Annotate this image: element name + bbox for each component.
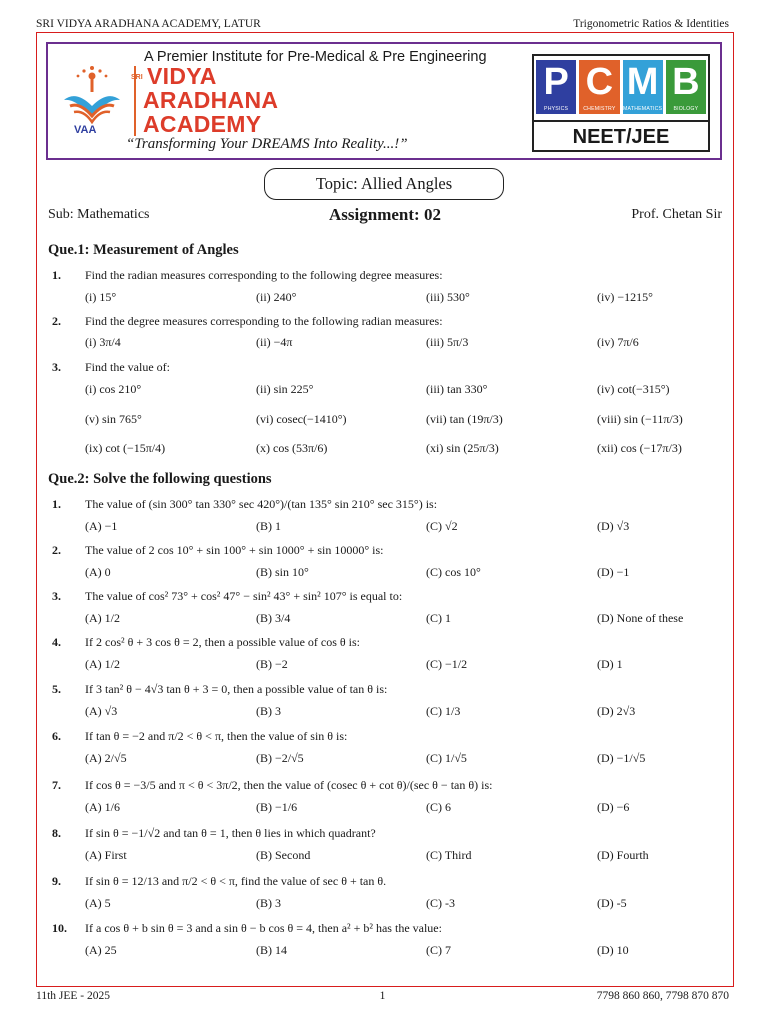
option: (xii) cos (−17π/3) [597,441,682,455]
academy-logo-icon [56,62,128,142]
pcmb-subject: MATHEMATICS [623,106,663,112]
option: (B) 3 [256,704,281,718]
option: (A) 1/2 [85,611,120,625]
pcmb-subject: CHEMISTRY [579,104,619,114]
pcmb-cell [579,60,619,118]
option: (iii) 530° [426,290,470,304]
pcmb-cell [623,60,663,118]
assignment-title: Assignment: 02 [329,205,441,224]
topic-title: Topic: Allied Angles [264,168,504,200]
option: (D) 1 [597,657,623,671]
question-text: Find the radian measures corresponding to the following degree measures: [85,268,443,282]
option: (B) −1/6 [256,800,298,814]
option: (C) −1/2 [426,657,468,671]
option: (D) −1/√5 [597,751,646,765]
option: (i) 15° [85,290,117,304]
question-number: 6. [52,729,61,743]
question-text: If cos θ = −3/5 and π < θ < 3π/2, then the value of (cosec θ + cot θ)/(sec θ − tan θ) is: [85,778,493,792]
option: (vii) tan (19π/3) [426,412,503,426]
pcmb-row [536,60,706,118]
assignment-info [48,205,722,227]
institute-header: SRI VIDYA ARADHANA ACADEMY, LATUR [36,18,261,30]
option: (i) 3π/4 [85,335,121,349]
institute-banner [46,42,722,160]
sri-label: SRI [131,74,143,81]
option: (C) √2 [426,519,458,533]
option: (C) 6 [426,800,451,814]
question-text: Find the degree measures corresponding to the following radian measures: [85,314,443,328]
institute-name-line2: ARADHANA [143,87,279,113]
page-footer [36,990,729,1006]
option: (B) 3 [256,896,281,910]
pcmb-subject: PHYSICS [536,104,576,114]
question-text: If sin θ = −1/√2 and tan θ = 1, then θ lies in which quadrant? [85,826,376,840]
pcmb-letter: C [579,60,619,104]
pcmb-letter: B [666,60,706,104]
question-number: 10. [52,921,67,935]
question-text: The value of cos² 73° + cos² 47° − sin² 43° + sin² 107° is equal to: [85,589,403,603]
option: (C) -3 [426,896,455,910]
option: (A) √3 [85,704,118,718]
question-number: 2. [52,314,61,328]
pcmb-divider [534,120,708,122]
institute-name [143,64,278,136]
question-text: The value of 2 cos 10° + sin 100° + sin 1000° + sin 10000° is: [85,543,384,557]
option: (ii) 240° [256,290,297,304]
question-number: 5. [52,682,61,696]
teacher-name: Prof. Chetan Sir [631,207,722,222]
question-number: 3. [52,589,61,603]
question-text: If sin θ = 12/13 and π/2 < θ < π, find the value of sec θ + tan θ. [85,874,387,888]
option: (ii) −4π [256,335,293,349]
option: (B) sin 10° [256,565,309,579]
subject-label: Sub: Mathematics [48,207,150,222]
option: (D) 2√3 [597,704,636,718]
institute-name-line1: VIDYA [147,63,217,89]
option: (B) 1 [256,519,281,533]
question-number: 2. [52,543,61,557]
banner-tagline: A Premier Institute for Pre-Medical & Pre Engineering [144,49,487,65]
option: (D) None of these [597,611,684,625]
footer-class-label: 11th JEE - 2025 [36,990,110,1002]
option: (D) −1 [597,565,630,579]
institute-name-line3: ACADEMY [143,111,262,137]
option: (A) 1/6 [85,800,120,814]
chapter-header: Trigonometric Ratios & Identities [573,18,729,30]
section-que1-title: Que.1: Measurement of Angles [48,242,239,258]
option: (B) Second [256,848,311,862]
question-number: 1. [52,497,61,511]
option: (iv) cot(−315°) [597,382,670,396]
option: (D) Fourth [597,848,649,862]
option: (A) 0 [85,565,111,579]
option: (D) 10 [597,943,629,957]
option: (B) 14 [256,943,287,957]
option: (A) 1/2 [85,657,120,671]
option: (D) -5 [597,896,627,910]
question-text: If 3 tan² θ − 4√3 tan θ + 3 = 0, then a possible value of tan θ is: [85,682,388,696]
option: (x) cos (53π/6) [256,441,328,455]
page-number: 1 [379,990,386,1002]
pcmb-letter: M [623,60,663,104]
question-text: If a cos θ + b sin θ = 3 and a sin θ − b cos θ = 4, then a² + b² has the value: [85,921,442,935]
footer-contact: 7798 860 860, 7798 870 870 [596,990,729,1002]
section-que2-title: Que.2: Solve the following questions [48,471,272,487]
question-number: 7. [52,778,61,792]
option: (A) −1 [85,519,118,533]
option: (C) 1/3 [426,704,461,718]
pcmb-logo [532,54,710,152]
pcmb-cell [666,60,706,118]
option: (xi) sin (25π/3) [426,441,499,455]
banner-slogan: “Transforming Your DREAMS Into Reality...!” [126,136,408,152]
pcmb-subject: BIOLOGY [666,104,706,114]
option: (iv) −1215° [597,290,653,304]
option: (B) 3/4 [256,611,291,625]
question-text: The value of (sin 300° tan 330° sec 420°)/(tan 135° sin 210° sec 315°) is: [85,497,438,511]
question-number: 1. [52,268,61,282]
option: (A) 5 [85,896,111,910]
option: (B) −2 [256,657,288,671]
option: (A) 25 [85,943,117,957]
option: (i) cos 210° [85,382,142,396]
question-number: 4. [52,635,61,649]
option: (C) 7 [426,943,451,957]
option: (viii) sin (−11π/3) [597,412,683,426]
option: (B) −2/√5 [256,751,304,765]
option: (C) cos 10° [426,565,481,579]
option: (A) First [85,848,127,862]
option: (ii) sin 225° [256,382,314,396]
option: (C) 1/√5 [426,751,467,765]
option: (vi) cosec(−1410°) [256,412,347,426]
option: (C) 1 [426,611,451,625]
question-number: 9. [52,874,61,888]
question-number: 8. [52,826,61,840]
option: (v) sin 765° [85,412,142,426]
option: (C) Third [426,848,472,862]
question-text: If 2 cos² θ + 3 cos θ = 2, then a possible value of cos θ is: [85,635,360,649]
option: (ix) cot (−15π/4) [85,441,166,455]
question-text: Find the value of: [85,360,170,374]
option: (A) 2/√5 [85,751,127,765]
logo-text: VAA [74,124,97,136]
question-number: 3. [52,360,61,374]
pcmb-letter: P [536,60,576,104]
option: (D) −6 [597,800,630,814]
option: (iii) 5π/3 [426,335,469,349]
question-text: If tan θ = −2 and π/2 < θ < π, then the value of sin θ is: [85,729,348,743]
option: (iii) tan 330° [426,382,488,396]
option: (D) √3 [597,519,630,533]
option: (iv) 7π/6 [597,335,639,349]
pcmb-cell [536,60,576,118]
neet-jee-label: NEET/JEE [572,126,670,148]
